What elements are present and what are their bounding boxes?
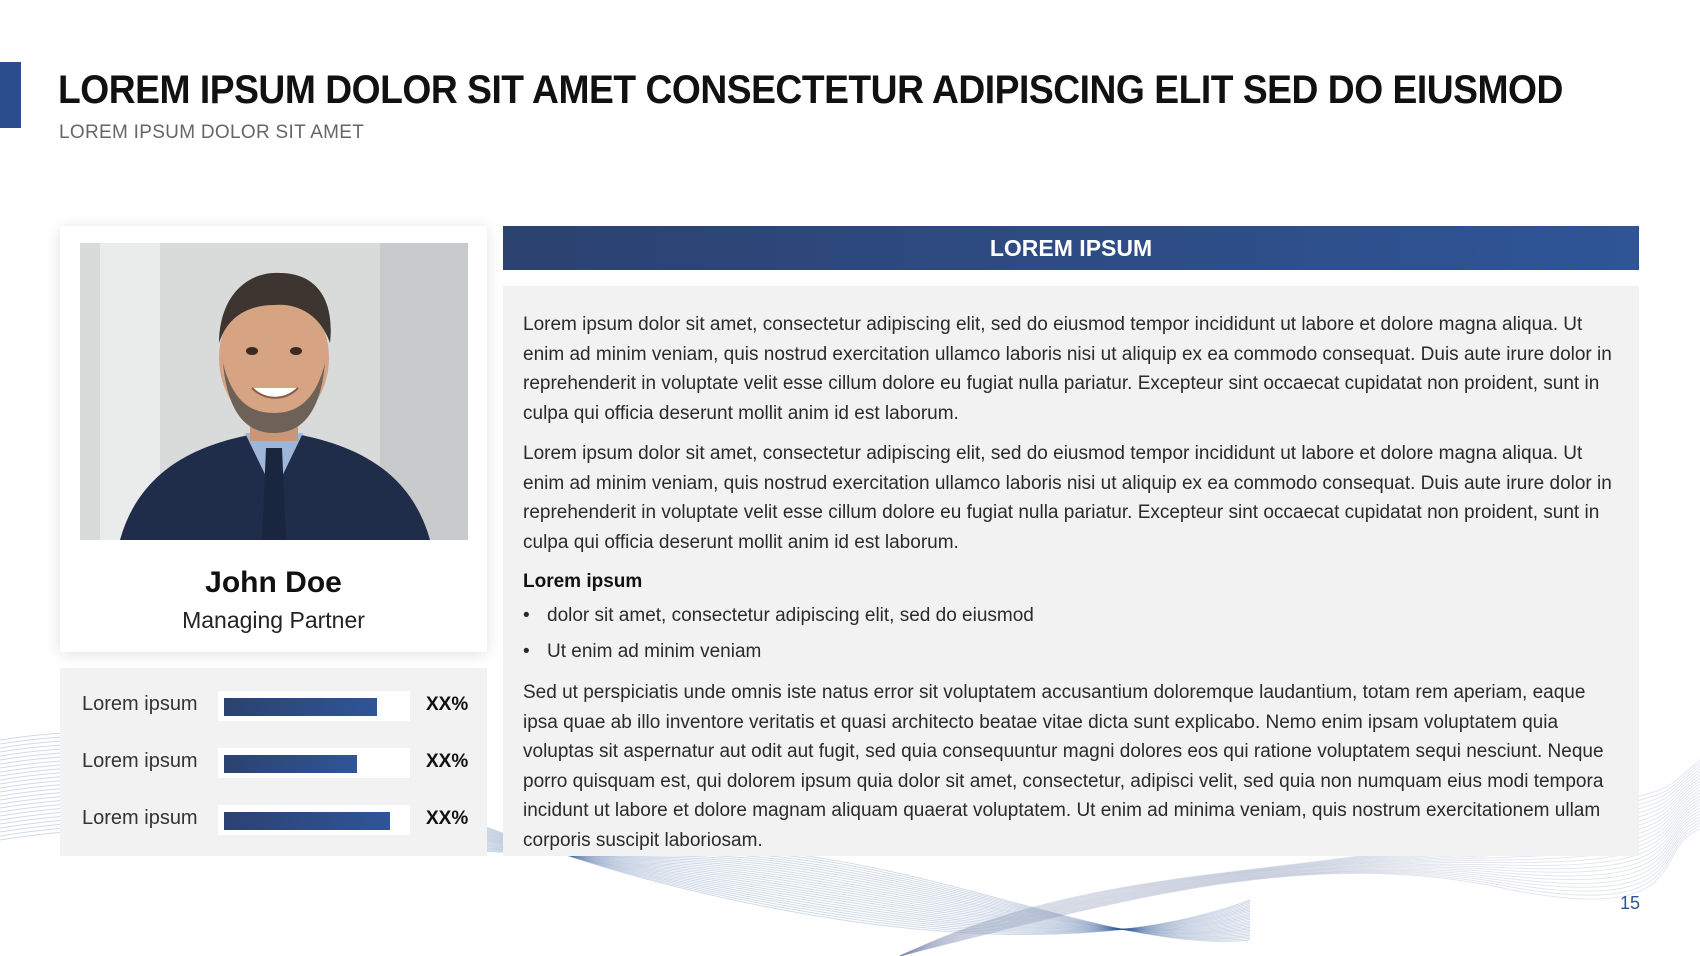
stat-value: XX% xyxy=(426,808,469,829)
bullet-item: • dolor sit amet, consectetur adipiscing elit, sed do eiusmod xyxy=(523,598,1621,634)
stat-bar-fill xyxy=(224,812,390,830)
stat-label: Lorem ipsum xyxy=(82,693,198,715)
stat-bar-fill xyxy=(224,755,357,773)
page-title: LOREM IPSUM DOLOR SIT AMET CONSECTETUR ADIPISCING ELIT SED DO EIUSMOD xyxy=(58,68,1563,112)
stat-bar-track xyxy=(218,748,410,778)
stat-row xyxy=(60,691,487,721)
body-paragraph: Lorem ipsum dolor sit amet, consectetur adipiscing elit, sed do eiusmod tempor incididunt ut labore et dolore magna aliqua. Ut enim ad minim veniam, quis nostrud exercitation ullamco laboris nisi ut aliquip ex ea commodo consequat. Duis aute irure dolor in reprehenderit in voluptate velit esse cillum dolore eu fugiat nulla pariatur. Excepteur sint occaecat cupidatat non proident, sunt in culpa qui officia deserunt mollit anim id est laborum. xyxy=(523,443,1612,553)
person-name: John Doe xyxy=(205,566,342,599)
stat-row xyxy=(60,805,487,835)
bullet-list xyxy=(523,598,1621,670)
stat-value: XX% xyxy=(426,751,469,772)
title-accent-bar xyxy=(0,62,21,128)
stat-label: Lorem ipsum xyxy=(82,750,198,772)
stat-row xyxy=(60,748,487,778)
body-paragraph: Lorem ipsum dolor sit amet, consectetur adipiscing elit, sed do eiusmod tempor incididunt ut labore et dolore magna aliqua. Ut enim ad minim veniam, quis nostrud exercitation ullamco laboris nisi ut aliquip ex ea commodo consequat. Duis aute irure dolor in reprehenderit in voluptate velit esse cillum dolore eu fugiat nulla pariatur. Excepteur sint occaecat cupidatat non proident, sunt in culpa qui officia deserunt mollit anim id est laborum. xyxy=(523,314,1612,424)
page-subtitle: LOREM IPSUM DOLOR SIT AMET xyxy=(59,122,365,143)
person-role: Managing Partner xyxy=(182,607,365,633)
stats-panel xyxy=(60,668,487,856)
stat-label: Lorem ipsum xyxy=(82,807,198,829)
stat-bar-track xyxy=(218,805,410,835)
profile-photo xyxy=(80,243,468,540)
stat-bar-track xyxy=(218,691,410,721)
content-body xyxy=(503,286,1639,856)
body-subheading: Lorem ipsum xyxy=(523,571,643,592)
profile-card xyxy=(60,226,487,652)
content-header: LOREM IPSUM xyxy=(503,226,1639,270)
person-portrait-icon xyxy=(80,243,468,540)
closing-paragraph: Sed ut perspiciatis unde omnis iste natus error sit voluptatem accusantium doloremque laudantium, totam rem aperiam, eaque ipsa quae ab illo inventore veritatis et quasi architecto beatae vitae dicta sunt explicabo. Nemo enim ipsam voluptatem quia voluptas sit aspernatur aut odit aut fugit, sed quia consequuntur magni dolores eos qui ratione voluptatem sequi nesciunt. Neque porro quisquam est, qui dolorem ipsum quia dolor sit amet, consectetur, adipisci velit, sed quia non numquam eius modi tempora incidunt ut labore et dolore magnam aliquam quaerat voluptatem. Ut enim ad minima veniam, quis nostrum exercitationem ullam corporis suscipit laboriosam. xyxy=(523,682,1604,851)
stat-bar-fill xyxy=(224,698,377,716)
page-number: 15 xyxy=(1620,893,1641,913)
bullet-item: • Ut enim ad minim veniam xyxy=(523,634,1621,670)
stat-value: XX% xyxy=(426,694,469,715)
